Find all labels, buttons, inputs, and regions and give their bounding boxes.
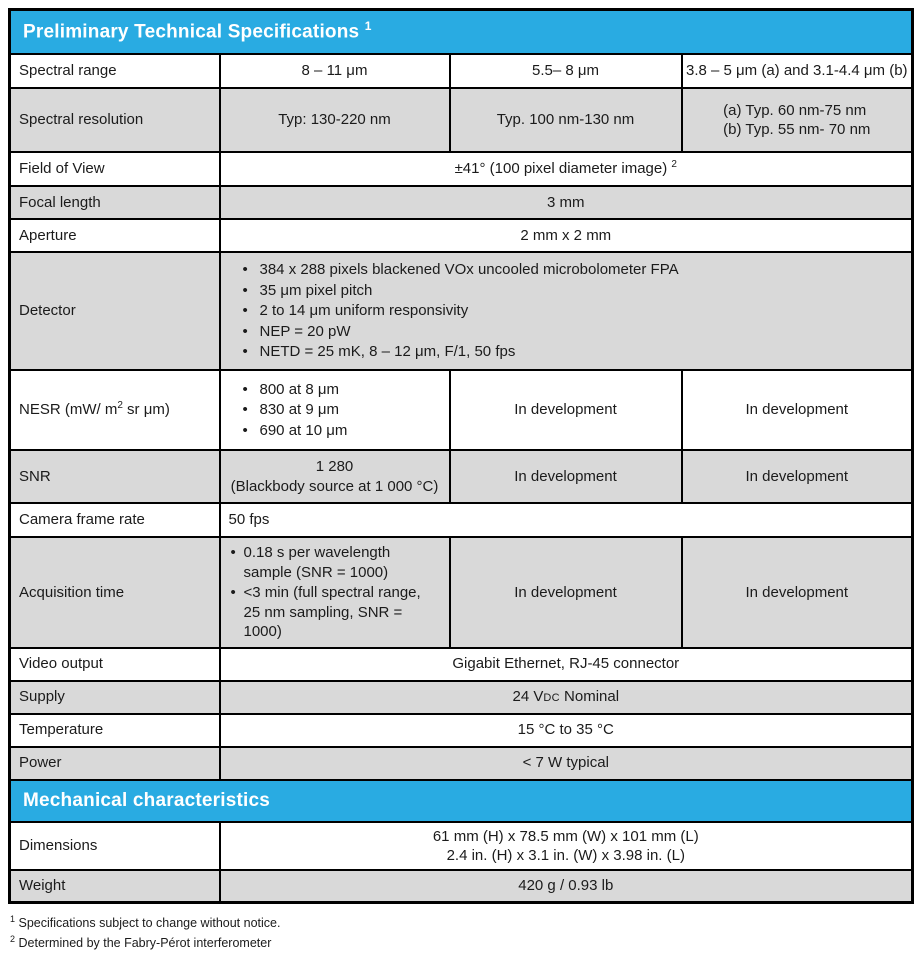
snr-value-line1: 1 280 [315,458,354,476]
section-header-mechanical [10,780,913,823]
spectral-range-label: Spectral range [10,54,220,88]
focal-length-value: 3 mm [220,186,913,219]
nesr-label-sup: 2 [117,400,123,412]
camera-frame-rate-label: Camera frame rate [10,503,220,537]
spectral-resolution-label: Spectral resolution [10,88,220,152]
band3-line-a: (a) Typ. 60 nm-75 nm [723,101,867,119]
row-spectral-resolution [10,88,913,152]
bullet-item: • 0.18 s per wavelength sample (SNR = 1000) [231,543,437,582]
row-dimensions [10,822,913,870]
acquisition-time-band2-value: In development [450,537,682,648]
acquisition-time-band3-value: In development [682,537,913,648]
field-of-view-label: Field of View [10,152,220,186]
spectral-range-band2: 5.5– 8 μm [450,54,682,88]
detector-label: Detector [10,252,220,370]
acquisition-time-band1-value [220,537,450,648]
section-title-footnote-ref: 1 [364,19,372,33]
spectral-resolution-band2: Typ. 100 nm-130 nm [450,88,682,152]
field-of-view-value [220,152,913,186]
row-field-of-view [10,152,913,186]
row-detector [10,252,913,370]
supply-value-post: Nominal [559,688,620,706]
footnote-1-marker: 1 [10,913,16,924]
bullet-item: • 830 at 9 μm [243,400,437,420]
bullet-item: • 2 to 14 μm uniform responsivity [243,301,900,321]
spectral-range-band1: 8 – 11 μm [220,54,450,88]
bullet-item: • 800 at 8 μm [243,380,437,400]
acquisition-time-label: Acquisition time [10,537,220,648]
footnote-2-text: Determined by the Fabry-Pérot interferometer [15,936,272,951]
footnotes [8,913,911,954]
band3-line-b: (b) Typ. 55 nm- 70 nm [723,121,871,139]
row-camera-frame-rate [10,503,913,537]
camera-frame-rate-value: 50 fps [220,503,913,537]
supply-value-dc: DC [543,692,560,705]
snr-band1-value [220,450,450,503]
power-label: Power [10,747,220,780]
row-focal-length [10,186,913,219]
detector-bullet-list [229,260,904,362]
nesr-bullet-list [229,380,441,441]
supply-value [220,681,913,714]
row-temperature [10,714,913,747]
snr-value-line2: (Blackbody source at 1 000 °C) [230,477,439,495]
dimensions-value [220,822,913,870]
row-nesr [10,370,913,450]
field-of-view-text: ±41° (100 pixel diameter image) [454,160,668,178]
spectral-resolution-band3 [682,88,913,152]
snr-band3-value: In development [682,450,913,503]
bullet-item: • <3 min (full spectral range, 25 nm sampling, SNR = 1000) [231,583,437,642]
nesr-label-post: sr μm) [122,401,170,419]
row-supply [10,681,913,714]
row-aperture [10,219,913,252]
aperture-label: Aperture [10,219,220,252]
dimensions-label: Dimensions [10,822,220,870]
mechanical-section-title: Mechanical characteristics [10,780,913,823]
field-of-view-footnote-ref: 2 [671,159,677,171]
nesr-band2-value: In development [450,370,682,450]
dimensions-metric: 61 mm (H) x 78.5 mm (W) x 101 mm (L) [432,827,699,845]
nesr-band1-value [220,370,450,450]
section-header-preliminary-specs [10,10,913,55]
detector-value [220,252,913,370]
row-video-output [10,648,913,681]
nesr-label-pre: NESR (mW/ m [19,401,118,419]
row-snr [10,450,913,503]
snr-band2-value: In development [450,450,682,503]
row-weight [10,870,913,902]
focal-length-label: Focal length [10,186,220,219]
footnote-2 [10,933,911,954]
acquisition-time-bullet-list [227,543,441,642]
temperature-value: 15 °C to 35 °C [220,714,913,747]
power-value: < 7 W typical [220,747,913,780]
footnote-2-marker: 2 [10,934,16,945]
dimensions-imperial: 2.4 in. (H) x 3.1 in. (W) x 3.98 in. (L) [446,847,685,865]
bullet-item: • NETD = 25 mK, 8 – 12 μm, F/1, 50 fps [243,342,900,362]
temperature-label: Temperature [10,714,220,747]
footnote-1 [10,913,911,934]
video-output-value: Gigabit Ethernet, RJ-45 connector [220,648,913,681]
weight-value: 420 g / 0.93 lb [220,870,913,902]
spectral-resolution-band3-lines [723,101,870,140]
section-title [10,10,913,55]
spectral-resolution-band1: Typ: 130-220 nm [220,88,450,152]
nesr-band3-value: In development [682,370,913,450]
weight-label: Weight [10,870,220,902]
supply-value-pre: 24 V [512,688,544,706]
bullet-item: • 690 at 10 μm [243,421,437,441]
footnote-1-text: Specifications subject to change without notice. [15,915,281,930]
section-title-text: Preliminary Technical Specifications [23,21,360,43]
row-acquisition-time [10,537,913,648]
video-output-label: Video output [10,648,220,681]
bullet-item: • NEP = 20 pW [243,322,900,342]
supply-label: Supply [10,681,220,714]
snr-label: SNR [10,450,220,503]
row-spectral-range [10,54,913,88]
row-power [10,747,913,780]
specifications-table [8,8,914,904]
spectral-range-band3: 3.8 – 5 μm (a) and 3.1-4.4 μm (b) [682,54,913,88]
nesr-label [10,370,220,450]
bullet-item: • 384 x 288 pixels blackened VOx uncooled microbolometer FPA [243,260,900,280]
aperture-value: 2 mm x 2 mm [220,219,913,252]
bullet-item: • 35 μm pixel pitch [243,281,900,301]
